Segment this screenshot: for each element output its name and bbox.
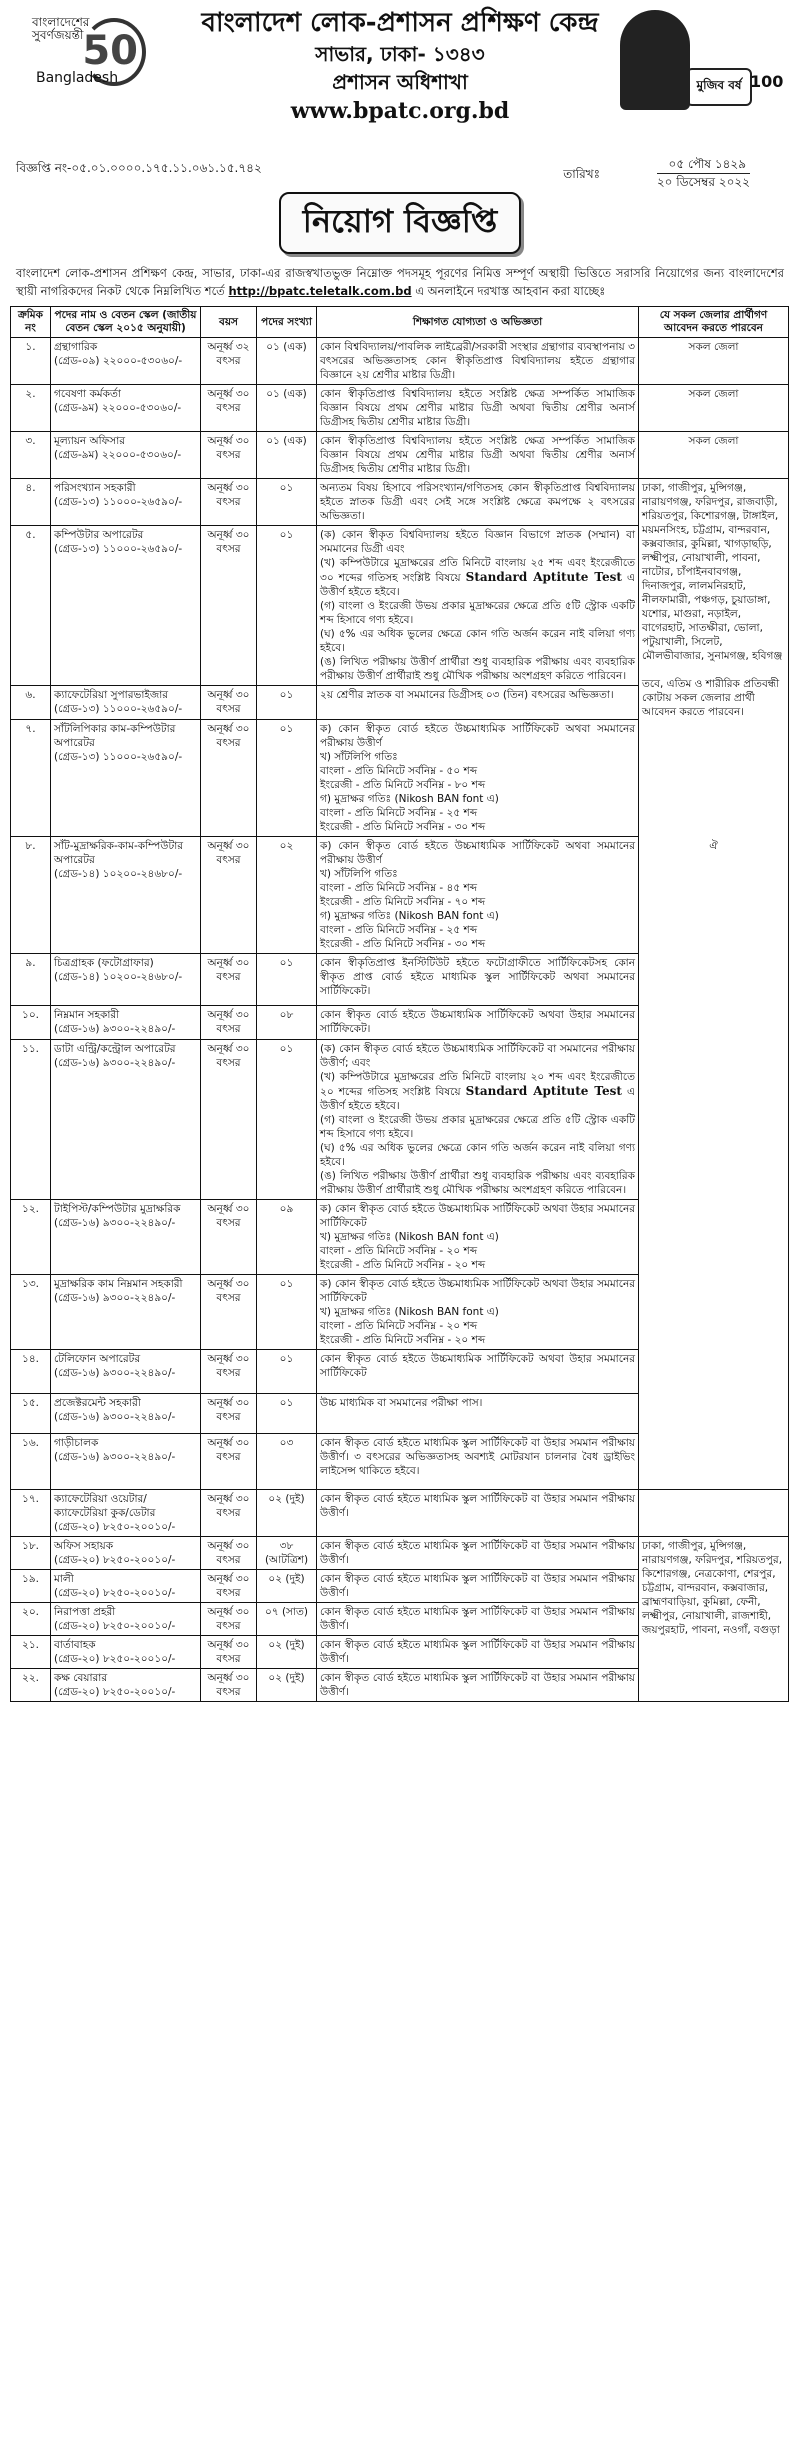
row-age: অনূর্ধ্ব ৩০ বৎসর	[201, 1636, 257, 1669]
post-name: চিত্রগ্রাহক (ফটোগ্রাফার)	[54, 957, 154, 969]
table-header-row	[11, 307, 789, 338]
row-count: ০২ (দুই)	[257, 1490, 317, 1537]
district-quota-note: তবে, এতিম ও শারীরিক প্রতিবন্ধী কোটায় সকল জেলার প্রার্থী আবেদন করতে পারবেন।	[642, 678, 780, 718]
row-sl: ১১.	[11, 1040, 51, 1200]
header-sl: ক্রমিক নং	[11, 307, 51, 338]
row-post	[51, 1275, 201, 1350]
table-row	[11, 432, 789, 479]
row-count: ০১	[257, 479, 317, 526]
row-qualification	[317, 1669, 639, 1702]
post-grade: (গ্রেড-২০) ৮২৫০-২০০১০/-	[54, 1521, 176, 1533]
row-age: অনূর্ধ্ব ৩০ বৎসর	[201, 1434, 257, 1490]
post-grade: (গ্রেড-১৬) ৯৩০০-২২৪৯০/-	[54, 1411, 176, 1423]
row-district: সকল জেলা	[639, 338, 789, 385]
qualification-text: কোন স্বীকৃত বোর্ড হইতে মাধ্যমিক স্কুল সার্টিফিকেট বা উহার সমমান পরীক্ষায় উত্তীর্ণ।	[320, 1573, 635, 1599]
qualification-text: কোন স্বীকৃতিপ্রাপ্ত বিশ্ববিদ্যালয় হইতে সংশ্লিষ্ট ক্ষেত্র সম্পর্কিত সামাজিক বিজ্ঞান বিষয়ে প্রথম শ্রেণীর মাষ্টার ডিগ্রী অথবা দ্বিতীয় শ্রেণীর অনার্স ডিগ্রীসহ দ্বিতীয় শ্রেণীর মাষ্টার ডিগ্রী।	[320, 388, 635, 428]
row-district	[639, 1490, 789, 1537]
post-grade: (গ্রেড-১৬) ৯৩০০-২২৪৯০/-	[54, 1367, 176, 1379]
row-post	[51, 686, 201, 720]
row-qualification	[317, 1537, 639, 1570]
row-post	[51, 1434, 201, 1490]
qualification-text: কোন স্বীকৃত বোর্ড হইতে মাধ্যমিক স্কুল সার্টিফিকেট বা উহার সমমান পরীক্ষায় উত্তীর্ণ।	[320, 1493, 635, 1519]
row-count: ০১	[257, 526, 317, 686]
post-grade: (গ্রেড-২০) ৮২৫০-২০০১০/-	[54, 1620, 176, 1632]
qualification-text: কোন স্বীকৃতিপ্রাপ্ত ইনস্টিটিউট হইতে ফটোগ্রাফীতে সার্টিফিকেটসহ কোন স্বীকৃত প্রাপ্ত বোর্ড হইতে মাধ্যমিক স্কুল সার্টিফিকেট অথবা সমমানের সার্টিফিকেট।	[320, 957, 635, 997]
post-name: পরিসংখ্যান সহকারী	[54, 482, 136, 494]
header-qual: শিক্ষাগত যোগ্যতা ও অভিজ্ঞতা	[317, 307, 639, 338]
row-count: ০১	[257, 1040, 317, 1200]
row-age: অনূর্ধ্ব ৩২ বৎসর	[201, 338, 257, 385]
date-label: তারিখঃ	[563, 167, 600, 181]
row-qualification	[317, 1603, 639, 1636]
row-count: ০৯	[257, 1200, 317, 1275]
jobs-table	[10, 306, 789, 1702]
row-age: অনূর্ধ্ব ৩০ বৎসর	[201, 526, 257, 686]
post-name: গাড়ীচালক	[54, 1437, 99, 1449]
district-list: ঢাকা, গাজীপুর, মুন্সিগঞ্জ, নারায়ণগঞ্জ, ফরিদপুর, রাজবাড়ী, শরিয়তপুর, কিশোরগঞ্জ, টাঙ্গাইল, ময়মনসিংহ, চট্টগ্রাম, বান্দরবান, কক্সবাজার, কুমিল্লা, খাগড়াছড়ি, লক্ষ্মীপুর, নোয়াখালী, পাবনা, নাটোর, চাঁপাইনবাবগঞ্জ, দিনাজপুর, লালমনিরহাট, নীলফামারী, পঞ্চগড়, চুয়াডাঙ্গা, যশোর, মাগুরা, নড়াইল, বাগেরহাট, সাতক্ষীরা, ভোলা, পটুয়াখালী, সিলেট, মৌলভীবাজার, সুনামগঞ্জ, হবিগঞ্জ	[642, 482, 783, 662]
row-age: অনূর্ধ্ব ৩০ বৎসর	[201, 385, 257, 432]
post-name: ডাটা এন্ট্রি/কন্ট্রোল অপারেটর	[54, 1043, 176, 1055]
header-count: পদের সংখ্যা	[257, 307, 317, 338]
row-sl: ৪.	[11, 479, 51, 526]
row-sl: ৭.	[11, 720, 51, 837]
row-district: সকল জেলা	[639, 432, 789, 479]
row-count: ০২ (দুই)	[257, 1570, 317, 1603]
row-post	[51, 837, 201, 954]
row-sl: ৬.	[11, 686, 51, 720]
date-block	[657, 156, 750, 191]
row-count: ০৮	[257, 1006, 317, 1040]
row-post	[51, 526, 201, 686]
qualification-text: (ক) কোন স্বীকৃত বোর্ড হইতে উচ্চমাধ্যমিক সার্টিফিকেট বা সমমানের পরীক্ষায় উত্তীর্ণ; এবং (খ) কম্পিউটারে মুদ্রাক্ষরের প্রতি মিনিটে বাংলায় ২০ শব্দ এবং ইংরেজীতে ২০ শব্দের গতিসহ সংশ্লিষ্ট বিষয়ে	[320, 1043, 635, 1098]
logo-left-number: 50	[82, 28, 138, 74]
table-row	[11, 1537, 789, 1570]
notice-title: নিয়োগ বিজ্ঞপ্তি	[279, 192, 521, 254]
row-post	[51, 1537, 201, 1570]
row-sl: ২২.	[11, 1669, 51, 1702]
table-row	[11, 479, 789, 526]
row-sl: ১৪.	[11, 1350, 51, 1394]
post-name: সাঁট-মুদ্রাক্ষরিক-কাম-কম্পিউটার অপারেটর	[54, 840, 184, 866]
row-post	[51, 1006, 201, 1040]
row-sl: ১৩.	[11, 1275, 51, 1350]
qualification-text: ক) কোন স্বীকৃত বোর্ড হইতে উচ্চমাধ্যমিক সার্টিফিকেট অথবা উহার সমমানের সার্টিফিকেট খ) মুদ্রাক্ষর গতিঃ (Nikosh BAN font এ) বাংলা - প্রতি মিনিটে সর্বনিম্ন - ২০ শব্দ ইংরেজী - প্রতি মিনিটে সর্বনিম্ন - ২০ শব্দ	[320, 1203, 635, 1271]
row-sl: ৯.	[11, 954, 51, 1006]
qualification-text: কোন স্বীকৃত বোর্ড হইতে মাধ্যমিক স্কুল সার্টিফিকেট বা উহার সমমান পরীক্ষায় উত্তীর্ণ।	[320, 1606, 635, 1632]
post-name: মালী	[54, 1573, 74, 1585]
row-age: অনূর্ধ্ব ৩০ বৎসর	[201, 1669, 257, 1702]
district-block-grade20: ঢাকা, গাজীপুর, মুন্সিগঞ্জ, নারায়ণগঞ্জ, ফরিদপুর, শরিয়তপুর, কিশোরগঞ্জ, নেত্রকোণা, শেরপুর, চট্টগ্রাম, বান্দরবান, কক্সবাজার, ব্রাহ্মণবাড়িয়া, কুমিল্লা, ফেনী, লক্ষ্মীপুর, নোয়াখালী, রাজশাহী, জয়পুরহাট, পাবনা, নওগাঁ, বগুড়া	[639, 1537, 789, 1702]
post-name: নিম্নমান সহকারী	[54, 1009, 120, 1021]
row-qualification	[317, 1490, 639, 1537]
memo-number: বিজ্ঞপ্তি নং-০৫.০১.০০০০.১৭৫.১১.০৬১.১৫.৭৪২	[16, 161, 262, 175]
row-count: ০১	[257, 720, 317, 837]
row-count: ০২	[257, 837, 317, 954]
row-age: অনূর্ধ্ব ৩০ বৎসর	[201, 1040, 257, 1200]
qualification-text: কোন স্বীকৃত বোর্ড হইতে উচ্চমাধ্যমিক সার্টিফিকেট অথবা উহার সমমানের সার্টিফিকেট।	[320, 1009, 635, 1035]
post-name: ক্যাফেটেরিয়া ওয়েটার/ ক্যাফেটেরিয়া কুক/ডেটার	[54, 1493, 156, 1519]
org-branch: প্রশাসন অধিশাখা	[332, 70, 468, 94]
post-name: নিরাপত্তা প্রহরী	[54, 1606, 116, 1618]
header-age: বয়স	[201, 307, 257, 338]
post-name: অফিস সহায়ক	[54, 1540, 114, 1552]
table-row	[11, 1490, 789, 1537]
row-sl: ১২.	[11, 1200, 51, 1275]
qualification-text: কোন স্বীকৃত বোর্ড হইতে মাধ্যমিক স্কুল সার্টিফিকেট বা উহার সমমান পরীক্ষায় উত্তীর্ণ।	[320, 1639, 635, 1665]
header-dist: যে সকল জেলার প্রার্থীগণ আবেদন করতে পারবেন	[639, 307, 789, 338]
row-count: ০২ (দুই)	[257, 1636, 317, 1669]
qualification-text-continued: এ উত্তীর্ণ হইতে হইবে। (গ) বাংলা ও ইংরেজী উভয় প্রকার মুদ্রাক্ষরের ক্ষেত্রে প্রতি ৫টি স্ট্রোক একটি শব্দ হিসাবে গণ্য হইবে। (ঘ) ৫% এর অধিক ভুলের ক্ষেত্রে কোন গতি অর্জন করেন নাই বলিয়া গণ্য হইবে। (ঙ) লিখিত পরীক্ষায় উত্তীর্ণ প্রার্থীরা শুধু ব্যবহারিক পরীক্ষায় এবং ব্যবহারিক পরীক্ষায় উত্তীর্ণ প্রার্থীরাই শুধু মৌখিক পরীক্ষায় অংশগ্রহণ করিতে পারিবেন।	[320, 1086, 635, 1196]
header	[10, 6, 790, 156]
aptitude-test-label: Standard Aptitute Test	[465, 1084, 622, 1098]
row-age: অনূর্ধ্ব ৩০ বৎসর	[201, 1350, 257, 1394]
post-name: কম্পিউটার অপারেটর	[54, 529, 144, 541]
qualification-text: (ক) কোন স্বীকৃত বিশ্ববিদ্যালয় হইতে বিজ্ঞান বিভাগে স্নাতক (সম্মান) বা সমমানের ডিগ্রী এবং (খ) কম্পিউটারে মুদ্রাক্ষরের প্রতি মিনিটে বাংলায় ২৫ শব্দ এবং ইংরেজীতে ৩০ শব্দের গতিসহ সংশ্লিষ্ট বিষয়ে	[320, 529, 635, 584]
qualification-text: কোন স্বীকৃত বোর্ড হইতে মাধ্যমিক স্কুল সার্টিফিকেট বা উহার সমমান পরীক্ষায় উত্তীর্ণ।	[320, 1540, 635, 1566]
row-count: ০১	[257, 686, 317, 720]
intro-paragraph	[16, 264, 784, 300]
post-name: মুদ্রাক্ষরিক কাম নিম্নমান সহকারী	[54, 1278, 183, 1290]
post-name: কক্ষ বেয়ারার	[54, 1672, 108, 1684]
row-sl: ২১.	[11, 1636, 51, 1669]
row-age: অনূর্ধ্ব ৩০ বৎসর	[201, 837, 257, 954]
post-name: টেলিফোন অপারেটর	[54, 1353, 141, 1365]
row-qualification	[317, 1636, 639, 1669]
row-qualification	[317, 1570, 639, 1603]
row-sl: ১৮.	[11, 1537, 51, 1570]
post-name: টাইপিস্ট/কম্পিউটার মুদ্রাক্ষরিক	[54, 1203, 181, 1215]
org-address: সাভার, ঢাকা- ১৩৪৩	[315, 42, 485, 66]
row-age: অনূর্ধ্ব ৩০ বৎসর	[201, 720, 257, 837]
post-grade: (গ্রেড-১৩) ১১০০০-২৬৫৯০/-	[54, 703, 183, 715]
qualification-text-continued: এ উত্তীর্ণ হইতে হইবে। (গ) বাংলা ও ইংরেজী উভয় প্রকার মুদ্রাক্ষরের ক্ষেত্রে প্রতি ৫টি স্ট্রোক একটি শব্দ হিসাবে গণ্য হইবে। (ঘ) ৫% এর অধিক ভুলের ক্ষেত্রে কোন গতি অর্জন করেন নাই বলিয়া গণ্য হইবে। (ঙ) লিখিত পরীক্ষায় উত্তীর্ণ প্রার্থীরা শুধু ব্যবহারিক পরীক্ষায় এবং ব্যবহারিক পরীক্ষায় উত্তীর্ণ প্রার্থীরাই শুধু মৌখিক পরীক্ষায় অংশগ্রহণ করিতে পারিবেন।	[320, 572, 635, 682]
row-count: ০১	[257, 954, 317, 1006]
row-count: ০১	[257, 1394, 317, 1434]
header-post: পদের নাম ও বেতন স্কেল (জাতীয় বেতন স্কেল ২০১৫ অনুযায়ী)	[51, 307, 201, 338]
row-count: ৩৮ (আটত্রিশ)	[257, 1537, 317, 1570]
qualification-text: ক) কোন স্বীকৃত বোর্ড হইতে উচ্চমাধ্যমিক সার্টিফিকেট অথবা উহার সমমানের সার্টিফিকেট খ) মুদ্রাক্ষর গতিঃ (Nikosh BAN font এ) বাংলা - প্রতি মিনিটে সর্বনিম্ন - ২০ শব্দ ইংরেজী - প্রতি মিনিটে সর্বনিম্ন - ২০ শব্দ	[320, 1278, 635, 1346]
row-count: ০১	[257, 1275, 317, 1350]
row-post	[51, 1603, 201, 1636]
row-post	[51, 1636, 201, 1669]
row-age: অনূর্ধ্ব ৩০ বৎসর	[201, 1200, 257, 1275]
row-age: অনূর্ধ্ব ৩০ বৎসর	[201, 1006, 257, 1040]
row-post	[51, 479, 201, 526]
post-grade: (গ্রেড-১৬) ৯৩০০-২২৪৯০/-	[54, 1023, 176, 1035]
post-grade: (গ্রেড-১৬) ৯৩০০-২২৪৯০/-	[54, 1451, 176, 1463]
post-name: গ্রন্থাগারিক	[54, 341, 98, 353]
qualification-text: ক) কোন স্বীকৃত বোর্ড হইতে উচ্চমাধ্যমিক সার্টিফিকেট অথবা সমমানের পরীক্ষায় উত্তীর্ণ খ) সাঁটলিপি গতিঃ বাংলা - প্রতি মিনিটে সর্বনিম্ন - ৪৫ শব্দ ইংরেজী - প্রতি মিনিটে সর্বনিম্ন - ৭০ শব্দ গ) মুদ্রাক্ষর গতিঃ (Nikosh BAN font এ) বাংলা - প্রতি মিনিটে সর্বনিম্ন - ২৫ শব্দ ইংরেজী - প্রতি মিনিটে সর্বনিম্ন - ৩০ শব্দ	[320, 840, 635, 950]
qualification-text: কোন স্বীকৃত বোর্ড হইতে মাধ্যমিক স্কুল সার্টিফিকেট বা উহার সমমান পরীক্ষায় উত্তীর্ণ। ৩ বৎসরের অভিজ্ঞতাসহ অবশ্যই মোটরযান চালনার বৈধ ড্রাইভিং লাইসেন্স থাকিতে হইবে।	[320, 1437, 635, 1477]
row-qualification	[317, 837, 639, 954]
row-post	[51, 1490, 201, 1537]
row-post	[51, 1669, 201, 1702]
row-qualification	[317, 1040, 639, 1200]
post-grade: (গ্রেড-১৬) ৯৩০০-২২৪৯০/-	[54, 1292, 176, 1304]
row-sl: ২০.	[11, 1603, 51, 1636]
date-bangla: ০৫ পৌষ ১৪২৯	[657, 156, 750, 174]
portrait-icon	[620, 10, 690, 110]
logo-right-number: 100	[750, 72, 784, 91]
mujib-year-logo	[620, 10, 784, 114]
table-row	[11, 338, 789, 385]
title-wrap	[10, 192, 790, 254]
post-grade: (গ্রেড-১৬) ৯৩০০-২২৪৯০/-	[54, 1217, 176, 1229]
row-sl: ২.	[11, 385, 51, 432]
qualification-text: উচ্চ মাধ্যমিক বা সমমানের পরীক্ষা পাস।	[320, 1397, 483, 1409]
post-grade: (গ্রেড-২০) ৮২৫০-২০০১০/-	[54, 1653, 176, 1665]
row-qualification	[317, 526, 639, 686]
row-qualification	[317, 385, 639, 432]
post-name: ক্যাফেটেরিয়া সুপারভাইজার	[54, 689, 169, 701]
row-count: ০১ (এক)	[257, 338, 317, 385]
post-grade: (গ্রেড-১৩) ১১০০০-২৬৫৯০/-	[54, 751, 183, 763]
row-qualification	[317, 1434, 639, 1490]
row-age: অনূর্ধ্ব ৩০ বৎসর	[201, 1394, 257, 1434]
row-post	[51, 954, 201, 1006]
logo-left-country: Bangladesh	[36, 70, 119, 86]
post-grade: (গ্রেড-২০) ৮২৫০-২০০১০/-	[54, 1554, 176, 1566]
row-qualification	[317, 1275, 639, 1350]
row-count: ০১ (এক)	[257, 385, 317, 432]
row-sl: ৩.	[11, 432, 51, 479]
district-ditto: ঐ	[709, 840, 718, 852]
post-grade: (গ্রেড-১৪) ১০২০০-২৪৬৮০/-	[54, 971, 183, 983]
qualification-text: কোন স্বীকৃত বোর্ড হইতে মাধ্যমিক স্কুল সার্টিফিকেট বা উহার সমমান পরীক্ষায় উত্তীর্ণ।	[320, 1672, 635, 1698]
row-count: ০১ (এক)	[257, 432, 317, 479]
row-count: ০৩	[257, 1434, 317, 1490]
row-qualification	[317, 720, 639, 837]
row-qualification	[317, 479, 639, 526]
row-post	[51, 338, 201, 385]
row-qualification	[317, 1394, 639, 1434]
post-name: সাঁটলিপিকার কাম-কম্পিউটার অপারেটর	[54, 723, 176, 749]
row-age: অনূর্ধ্ব ৩০ বৎসর	[201, 1275, 257, 1350]
row-sl: ৫.	[11, 526, 51, 686]
post-grade: (গ্রেড-২০) ৮২৫০-২০০১০/-	[54, 1587, 176, 1599]
row-post	[51, 1394, 201, 1434]
row-post	[51, 1200, 201, 1275]
post-grade: (গ্রেড-২০) ৮২৫০-২০০১০/-	[54, 1686, 176, 1698]
qualification-text: কোন স্বীকৃত বোর্ড হইতে উচ্চমাধ্যমিক সার্টিফিকেট অথবা উহার সমমানের সার্টিফিকেট	[320, 1353, 635, 1379]
jobs-body	[11, 338, 789, 1702]
logo-left-text: বাংলাদেশের সুবর্ণজয়ন্তী	[32, 15, 90, 42]
row-count: ০২ (দুই)	[257, 1669, 317, 1702]
row-post	[51, 385, 201, 432]
row-post	[51, 1570, 201, 1603]
post-grade: (গ্রেড-১৩) ১১০০০-২৬৫৯০/-	[54, 496, 183, 508]
row-qualification	[317, 1200, 639, 1275]
qualification-text: কোন বিশ্ববিদ্যালয়/পাবলিক লাইব্রেরী/সরকারী সংস্থার গ্রন্থাগার ব্যবস্থাপনায় ৩ বৎসরের অভিজ্ঞতাসহ কোন স্বীকৃতিপ্রাপ্ত বিশ্ববিদ্যালয় হইতে গ্রন্থাগার বিজ্ঞানে ২য় শ্রেণীর মাষ্টার ডিগ্রী।	[320, 341, 635, 381]
row-qualification	[317, 1350, 639, 1394]
intro-text-before: বাংলাদেশ লোক-প্রশাসন প্রশিক্ষণ কেন্দ্র, সাভার, ঢাকা-এর রাজস্বখাতভুক্ত নিম্নোক্ত পদসমূহ পূরণের নিমিত্ত সম্পূর্ণ অস্থায়ী ভিত্তিতে সরাসরি নিয়োগের জন্য বাংলাদেশের স্থায়ী নাগরিকদের নিকট থেকে নিম্নলিখিত শর্তে	[16, 266, 784, 298]
row-qualification	[317, 954, 639, 1006]
org-website[interactable]: www.bpatc.org.bd	[290, 98, 510, 124]
qualification-text: ২য় শ্রেণীর স্নাতক বা সমমানের ডিগ্রীসহ ০৩ (তিন) বৎসরের অভিজ্ঞতা।	[320, 689, 614, 701]
post-name: গবেষণা কর্মকর্তা	[54, 388, 121, 400]
row-post	[51, 1040, 201, 1200]
post-grade: (গ্রেড-১৬) ৯৩০০-২২৪৯০/-	[54, 1057, 176, 1069]
table-row	[11, 385, 789, 432]
org-name: বাংলাদেশ লোক-প্রশাসন প্রশিক্ষণ কেন্দ্র	[201, 8, 599, 38]
row-age: অনূর্ধ্ব ৩০ বৎসর	[201, 954, 257, 1006]
row-post	[51, 720, 201, 837]
row-sl: ১৬.	[11, 1434, 51, 1490]
logo-right-badge: মুজিব বর্ষ	[686, 68, 752, 106]
district-block-general	[639, 479, 789, 1490]
qualification-text: অন্যতম বিষয় হিসাবে পরিসংখ্যান/গণিতসহ কোন স্বীকৃতিপ্রাপ্ত বিশ্ববিদ্যালয় হইতে স্নাতক ডিগ্রী এবং সেই সঙ্গে সংশ্লিষ্ট ক্ষেত্রে কমপক্ষে ২ বৎসরের অভিজ্ঞতা।	[320, 482, 635, 522]
row-qualification	[317, 686, 639, 720]
post-grade: (গ্রেড-১৪) ১০২০০-২৪৬৮০/-	[54, 868, 183, 880]
row-qualification	[317, 338, 639, 385]
row-count: ০১	[257, 1350, 317, 1394]
row-post	[51, 432, 201, 479]
row-sl: ১০.	[11, 1006, 51, 1040]
row-age: অনূর্ধ্ব ৩০ বৎসর	[201, 1570, 257, 1603]
aptitude-test-label: Standard Aptitute Test	[465, 570, 622, 584]
intro-text-after: এ অনলাইনে দরখাস্ত আহবান করা যাচ্ছেঃ	[415, 284, 606, 298]
row-qualification	[317, 1006, 639, 1040]
post-grade: (গ্রেড-৯ম) ২২০০০-৫৩০৬০/-	[54, 449, 182, 461]
row-age: অনূর্ধ্ব ৩০ বৎসর	[201, 686, 257, 720]
post-grade: (গ্রেড-৯ম) ২২০০০-৫৩০৬০/-	[54, 402, 182, 414]
post-name: বার্তাবাহক	[54, 1639, 96, 1651]
row-sl: ১৫.	[11, 1394, 51, 1434]
row-qualification	[317, 432, 639, 479]
memo-row	[10, 156, 790, 196]
row-age: অনূর্ধ্ব ৩০ বৎসর	[201, 1490, 257, 1537]
row-count: ০৭ (সাত)	[257, 1603, 317, 1636]
post-name: মূল্যায়ন অফিসার	[54, 435, 126, 447]
date-english: ২০ ডিসেম্বর ২০২২	[656, 175, 750, 189]
post-grade: (গ্রেড-১৩) ১১০০০-২৬৫৯০/-	[54, 543, 183, 555]
row-sl: ১.	[11, 338, 51, 385]
row-sl: ১৭.	[11, 1490, 51, 1537]
row-age: অনূর্ধ্ব ৩০ বৎসর	[201, 432, 257, 479]
row-post	[51, 1350, 201, 1394]
post-name: প্রজেক্টরমেন্ট সহকারী	[54, 1397, 141, 1409]
row-sl: ৮.	[11, 837, 51, 954]
row-sl: ১৯.	[11, 1570, 51, 1603]
teletalk-link[interactable]: http://bpatc.teletalk.com.bd	[228, 284, 412, 298]
row-age: অনূর্ধ্ব ৩০ বৎসর	[201, 1537, 257, 1570]
row-district: সকল জেলা	[639, 385, 789, 432]
row-age: অনূর্ধ্ব ৩০ বৎসর	[201, 479, 257, 526]
qualification-text: ক) কোন স্বীকৃত বোর্ড হইতে উচ্চমাধ্যমিক সার্টিফিকেট অথবা সমমানের পরীক্ষায় উত্তীর্ণ খ) সাঁটলিপি গতিঃ বাংলা - প্রতি মিনিটে সর্বনিম্ন - ৫০ শব্দ ইংরেজী - প্রতি মিনিটে সর্বনিম্ন - ৮০ শব্দ গ) মুদ্রাক্ষর গতিঃ (Nikosh BAN font এ) বাংলা - প্রতি মিনিটে সর্বনিম্ন - ২৫ শব্দ ইংরেজী - প্রতি মিনিটে সর্বনিম্ন - ৩০ শব্দ	[320, 723, 635, 833]
qualification-text: কোন স্বীকৃতিপ্রাপ্ত বিশ্ববিদ্যালয় হইতে সংশ্লিষ্ট ক্ষেত্র সম্পর্কিত সামাজিক বিজ্ঞান বিষয়ে প্রথম শ্রেণীর মাষ্টার ডিগ্রী অথবা দ্বিতীয় শ্রেণীর অনার্স ডিগ্রীসহ দ্বিতীয় শ্রেণীর মাষ্টার ডিগ্রী।	[320, 435, 635, 475]
post-grade: (গ্রেড-০৯) ২২০০০-৫৩০৬০/-	[54, 355, 183, 367]
row-age: অনূর্ধ্ব ৩০ বৎসর	[201, 1603, 257, 1636]
